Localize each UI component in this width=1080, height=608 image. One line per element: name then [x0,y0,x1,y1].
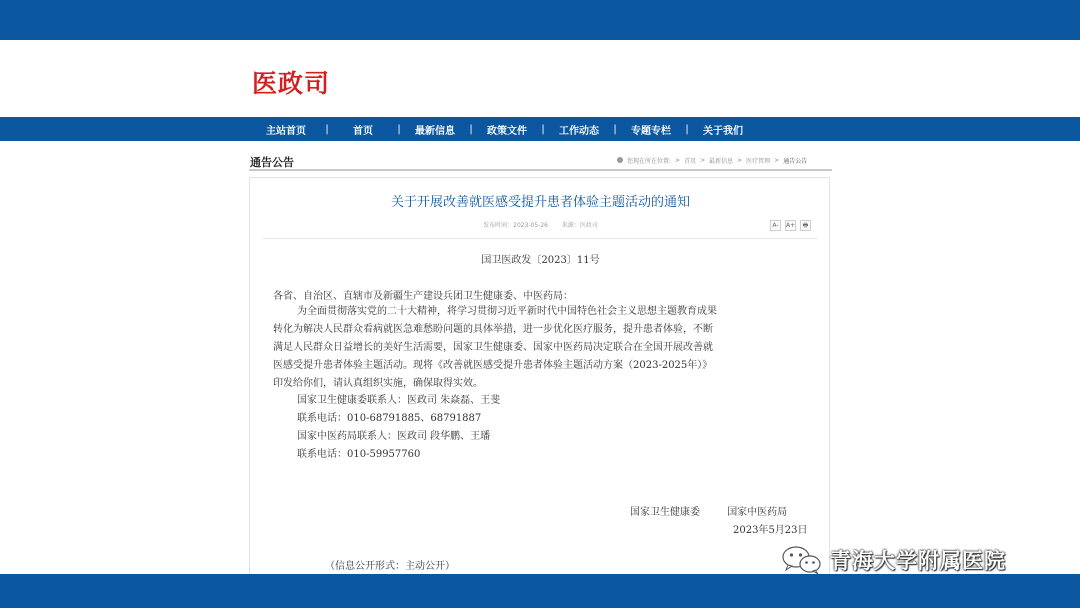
article-title: 关于开展改善就医感受提升患者体验主题活动的通知 [390,195,690,210]
site-logo[interactable]: 医政司 [252,69,331,98]
article-tools [770,220,811,231]
breadcrumb [617,154,832,166]
watermark-text: 青海大学附属医院 [830,549,1006,573]
body-line: 满足人民群众日益增长的美好生活需要，国家卫生健康委、国家中医药局决定联合在全国开展改善就 [273,342,713,353]
breadcrumb-prefix: 您现在所在位置: [627,157,672,165]
document-number: 国卫医政发〔2023〕11号 [481,255,600,266]
location-pin-icon [617,157,623,163]
breadcrumb-separator: > [737,156,743,164]
section-title: 通告公告 [250,156,294,169]
print-button[interactable]: 🖶 [800,220,811,231]
nav-item-topics[interactable]: 专题专栏 [631,125,671,137]
breadcrumb-item-home[interactable]: 首页 [684,157,697,165]
nav-item-work-news[interactable]: 工作动态 [559,125,599,137]
body-line: 医感受提升患者体验主题活动。现将《改善就医感受提升患者体验主题活动方案（2023-2025年）》 [273,360,713,371]
nav-list [252,117,752,141]
nav-separator: | [613,123,617,135]
breadcrumb-item-current[interactable]: 通告公告 [783,157,808,165]
contact-line: 国家中医药局联系人：医政司 段华鹏、王璠 [297,431,491,442]
breadcrumb-separator: > [700,156,706,164]
nav-item-latest[interactable]: 最新信息 [415,125,455,137]
body-line: 为全面贯彻落实党的二十大精神，将学习贯彻习近平新时代中国特色社会主义思想主题教育成果 [297,306,717,317]
breadcrumb-separator: > [774,156,780,164]
source-value: 医政司 [579,222,598,229]
wechat-icon [780,544,824,576]
article-body [273,303,811,393]
publish-label: 发布时间： [483,222,514,229]
publish-date: 2023-05-26 [513,222,548,229]
contact-line: 联系电话：010-59957760 [297,449,421,460]
breadcrumb-item-medical[interactable]: 医疗管理 [746,157,771,165]
nav-separator: | [541,123,545,135]
nav-separator: | [469,123,473,135]
nav-separator: | [397,123,401,135]
meta-divider [263,238,818,239]
top-banner-band [0,0,1080,40]
section-divider [249,169,832,171]
font-increase-button[interactable]: A+ [785,222,796,229]
font-decrease-button[interactable]: A- [770,220,781,231]
nav-separator: | [685,123,689,135]
nav-item-main-home[interactable]: 主站首页 [266,125,306,137]
main-navbar [0,117,1080,141]
source-label: 来源： [561,222,580,229]
signatory-nhc: 国家卫生健康委 [630,507,700,518]
breadcrumb-item-latest[interactable]: 最新信息 [709,157,734,165]
signatories [630,503,787,518]
contact-line: 国家卫生健康委联系人：医政司 朱焱磊、王斐 [297,395,501,406]
article-meta [249,220,832,229]
contact-line: 联系电话：010-68791885、68791887 [297,413,482,424]
nav-item-about[interactable]: 关于我们 [703,125,743,137]
nav-item-home[interactable]: 首页 [353,125,373,137]
bottom-banner-band [0,574,1080,608]
breadcrumb-separator: > [675,156,681,164]
recipient-line: 各省、自治区、直辖市及新疆生产建设兵团卫生健康委、中医药局： [273,291,573,302]
nav-item-policy[interactable]: 政策文件 [487,125,527,137]
signature-date: 2023年5月23日 [733,525,808,536]
body-line: 转化为解决人民群众看病就医急难愁盼问题的具体举措，进一步优化医疗服务，提升患者体验，不断 [273,324,713,335]
wechat-watermark [780,544,1006,576]
nav-separator: | [325,123,329,135]
signatory-natcm: 国家中医药局 [727,507,788,518]
body-line: 印发给你们，请认真组织实施，确保取得实效。 [273,378,483,389]
disclosure-note: （信息公开形式：主动公开） [325,561,455,572]
contact-block [297,392,500,464]
